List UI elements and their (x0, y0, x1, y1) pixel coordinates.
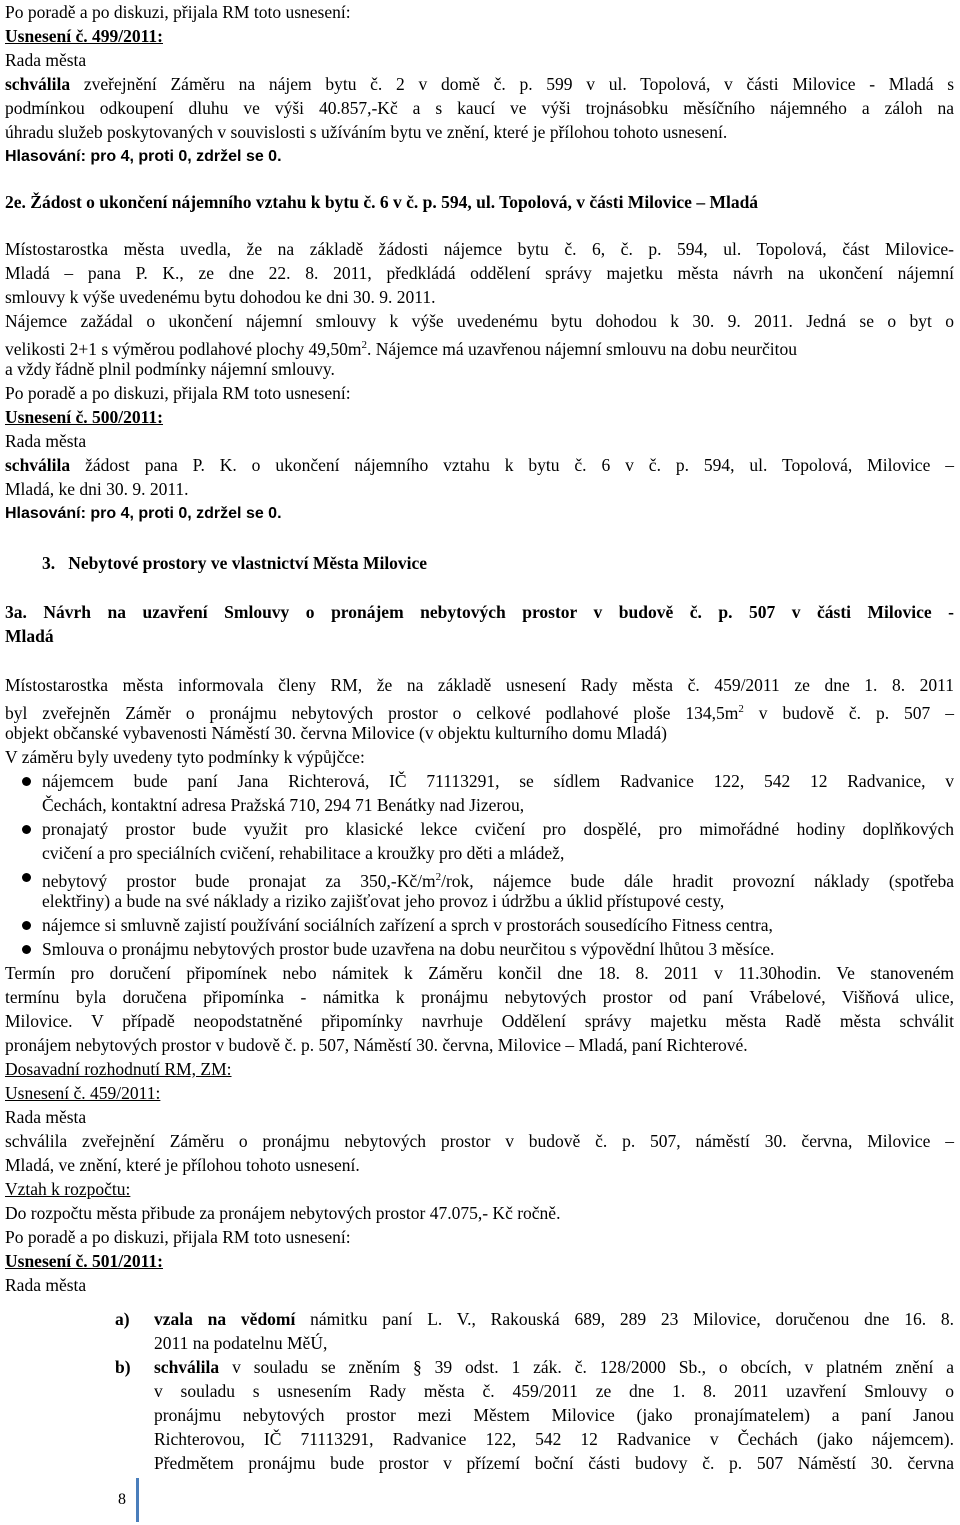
bullet-icon (22, 873, 31, 882)
text-line: V záměru byly uvedeny tyto podmínky k výpůjčce: (5, 747, 365, 767)
text-fragment: žádost pana P. K. o ukončení nájemního vztahu k bytu č. 6 v č. p. 594, ul. Topolová, Milovice – (85, 455, 955, 475)
page-number: 8 (118, 1491, 126, 1508)
text-line: smlouvy k výše uvedenému bytu dohodou ke dni 30. 9. 2011. (5, 287, 436, 307)
text-fragment: v budově č. p. 507 – (743, 702, 954, 723)
text-fragment: zveřejnění Záměru na nájem bytu č. 2 v domě č. p. 599 v ul. Topolová, v části Milovice - Mladá s (83, 74, 955, 94)
list-item-continued: Předmětem pronájmu bude prostor v přízemí boční části budovy č. p. 507 Náměstí 30. června (154, 1453, 954, 1473)
list-item: pronajatý prostor bude využit pro klasické lekce cvičení pro dospělé, pro mimořádné hodiny doplňkových (42, 819, 954, 839)
text-fragment: velikosti 2+1 s výměrou podlahové plochy 49,50m (5, 338, 362, 359)
text-fragment: v souladu se zněním § 39 odst. 1 zák. č. 128/2000 Sb., o obcích, v platném znění a (219, 1357, 954, 1377)
text-fragment: byl zveřejněn Záměr o pronájmu nebytových prostor o celkové podlahové ploše 134,5m (5, 702, 739, 723)
text-line (5, 72, 954, 96)
text-line: Rada města (5, 1275, 87, 1295)
text-fragment: nebytový prostor bude pronajat za 350,-Kč/m (42, 870, 436, 891)
superscript: 2 (435, 871, 442, 883)
text-line: Po poradě a po diskuzi, přijala RM toto usnesení: (5, 383, 351, 403)
list-item (154, 1307, 954, 1331)
action-word: vzala na vědomí (154, 1309, 296, 1329)
text-line: Termín pro doručení připomínek nebo námitek k Záměru končil dne 18. 8. 2011 v 11.30hodin. Ve stanoveném (5, 963, 954, 983)
item-label-a: a) (115, 1309, 130, 1329)
text-line: Mladá – pana P. K., ze dne 22. 8. 2011, předkládá oddělení správy majetku města návrh na ukončení nájemní (5, 263, 954, 283)
bullet-icon (22, 825, 31, 834)
section-title: Nebytové prostory ve vlastnictví Města Milovice (68, 553, 428, 573)
text-line: objekt občanské vybavenosti Náměstí 30. června Milovice (v objektu kulturního domu Mladá) (5, 723, 667, 743)
text-fragment: námitku paní L. V., Rakouská 689, 289 23 Milovice, doručenou dne 16. 8. (295, 1309, 954, 1329)
text-line: Mladá, ke dni 30. 9. 2011. (5, 479, 189, 499)
section-heading: 2e. Žádost o ukončení nájemního vztahu k bytu č. 6 v č. p. 594, ul. Topolová, v části Milovice – Mladá (5, 192, 759, 212)
bullet-icon (22, 777, 31, 786)
text-line: Milovice. V případě neopodstatněné připomínky navrhuje Oddělení správy majetku města Radě města schválit (5, 1011, 954, 1031)
text-line: Po poradě a po diskuzi, přijala RM toto usnesení: (5, 2, 351, 22)
list-item-continued: cvičení a pro speciálních cvičení, rehabilitace a kroužky pro děti a mládež, (42, 843, 565, 863)
text-fragment: /rok, nájemce bude dále hradit provozní náklady (spotřeba (441, 870, 955, 891)
section-heading (42, 551, 954, 575)
voting-result: Hlasování: pro 4, proti 0, zdržel se 0. (5, 505, 282, 522)
text-line: Mladá, ve znění, které je přílohou tohoto usnesení. (5, 1155, 360, 1175)
list-item-continued: Richterovou, IČ 71113291, Radvanice 122, 542 12 Radvanice v Čechách (jako nájemcem). (154, 1429, 954, 1449)
subheading: Vztah k rozpočtu: (5, 1179, 131, 1199)
list-item: Smlouva o pronájmu nebytových prostor bude uzavřena na dobu neurčitou s výpovědní lhůtou 3 měsíce. (42, 939, 775, 959)
approval-word: schválila (5, 74, 71, 94)
text-line: úhradu služeb poskytovaných v souvislosti s užíváním bytu ve znění, které je přílohou tohoto usnesení. (5, 122, 728, 142)
action-word: schválila (154, 1357, 220, 1377)
bullet-icon (22, 921, 31, 930)
section-number: 3. (42, 553, 56, 573)
list-item: nájemcem bude paní Jana Richterová, IČ 71113291, se sídlem Radvanice 122, 542 12 Radvanice, v (42, 771, 954, 791)
subsection-heading: Mladá (5, 626, 54, 646)
subsection-heading: 3a. Návrh na uzavření Smlouvy o pronájem nebytových prostor v budově č. p. 507 v části Milovice - (5, 602, 954, 622)
bullet-icon (22, 945, 31, 954)
subheading: Dosavadní rozhodnutí RM, ZM: (5, 1059, 232, 1079)
text-line: schválila zveřejnění Záměru o pronájmu nebytových prostor v budově č. p. 507, náměstí 30. června, Milovice – (5, 1131, 954, 1151)
resolution-number: Usnesení č. 501/2011: (5, 1251, 163, 1271)
text-line: termínu byla doručena připomínka - námitka k pronájmu nebytových prostor od paní Vrábelové, Višňová ulice, (5, 987, 954, 1007)
text-line: Místostarostka města uvedla, že na základě žádosti nájemce bytu č. 6, č. p. 594, ul. Topolová, část Milovice- (5, 239, 954, 259)
text-line: Rada města (5, 1107, 87, 1127)
list-item-continued: 2011 na podatelnu MěÚ, (154, 1333, 328, 1353)
text-line: Do rozpočtu města přibude za pronájem nebytových prostor 47.075,- Kč ročně. (5, 1203, 561, 1223)
page-number-divider (136, 1478, 139, 1522)
text-line: Po poradě a po diskuzi, přijala RM toto usnesení: (5, 1227, 351, 1247)
text-line: a vždy řádně plnil podmínky nájemní smlouvy. (5, 359, 335, 379)
list-item (154, 1355, 954, 1379)
voting-result: Hlasování: pro 4, proti 0, zdržel se 0. (5, 148, 282, 165)
list-item-continued: Čechách, kontaktní adresa Pražská 710, 294 71 Benátky nad Jizerou, (42, 795, 525, 815)
text-line (5, 453, 954, 477)
text-line: Rada města (5, 431, 87, 451)
superscript: 2 (361, 339, 367, 351)
list-item: nájemce si smluvně zajistí používání sociálních zařízení a sprch v prostorách sousedícího Fitness centra, (42, 915, 773, 935)
text-line: podmínkou odkoupení dluhu ve výši 40.857,-Kč a s kaucí ve výši trojnásobku měsíčního nájemného a záloh na (5, 98, 954, 118)
text-line: Nájemce zažádal o ukončení nájemní smlouvy k výše uvedenému bytu dohodou k 30. 9. 2011. Jedná se o byt o (5, 311, 954, 331)
text-line: Místostarostka města informovala členy RM, že na základě usnesení Rady města č. 459/2011 ze dne 1. 8. 2011 (5, 675, 954, 695)
resolution-number: Usnesení č. 500/2011: (5, 407, 163, 427)
resolution-number: Usnesení č. 499/2011: (5, 26, 163, 46)
superscript: 2 (738, 703, 744, 715)
list-item-continued: elektřiny) a bude na své náklady a riziko zajišťovat jeho provoz i údržbu a úklid přístupové cesty, (42, 891, 725, 911)
approval-word: schválila (5, 455, 71, 475)
text-line: Rada města (5, 50, 87, 70)
text-line: pronájem nebytových prostor v budově č. p. 507, Náměstí 30. června, Milovice – Mladá, paní Richterové. (5, 1035, 748, 1055)
list-item-continued: v souladu s usnesením Rady města č. 459/2011 ze dne 1. 8. 2011 uzavření Smlouvy o (154, 1381, 954, 1401)
list-item-continued: pronájmu nebytových prostor mezi Městem Milovice (jako pronajímatelem) a paní Janou (154, 1405, 954, 1425)
resolution-number: Usnesení č. 459/2011: (5, 1083, 161, 1103)
text-fragment: . Nájemce má uzavřenou nájemní smlouvu na dobu neurčitou (366, 338, 798, 359)
item-label-b: b) (115, 1357, 131, 1377)
